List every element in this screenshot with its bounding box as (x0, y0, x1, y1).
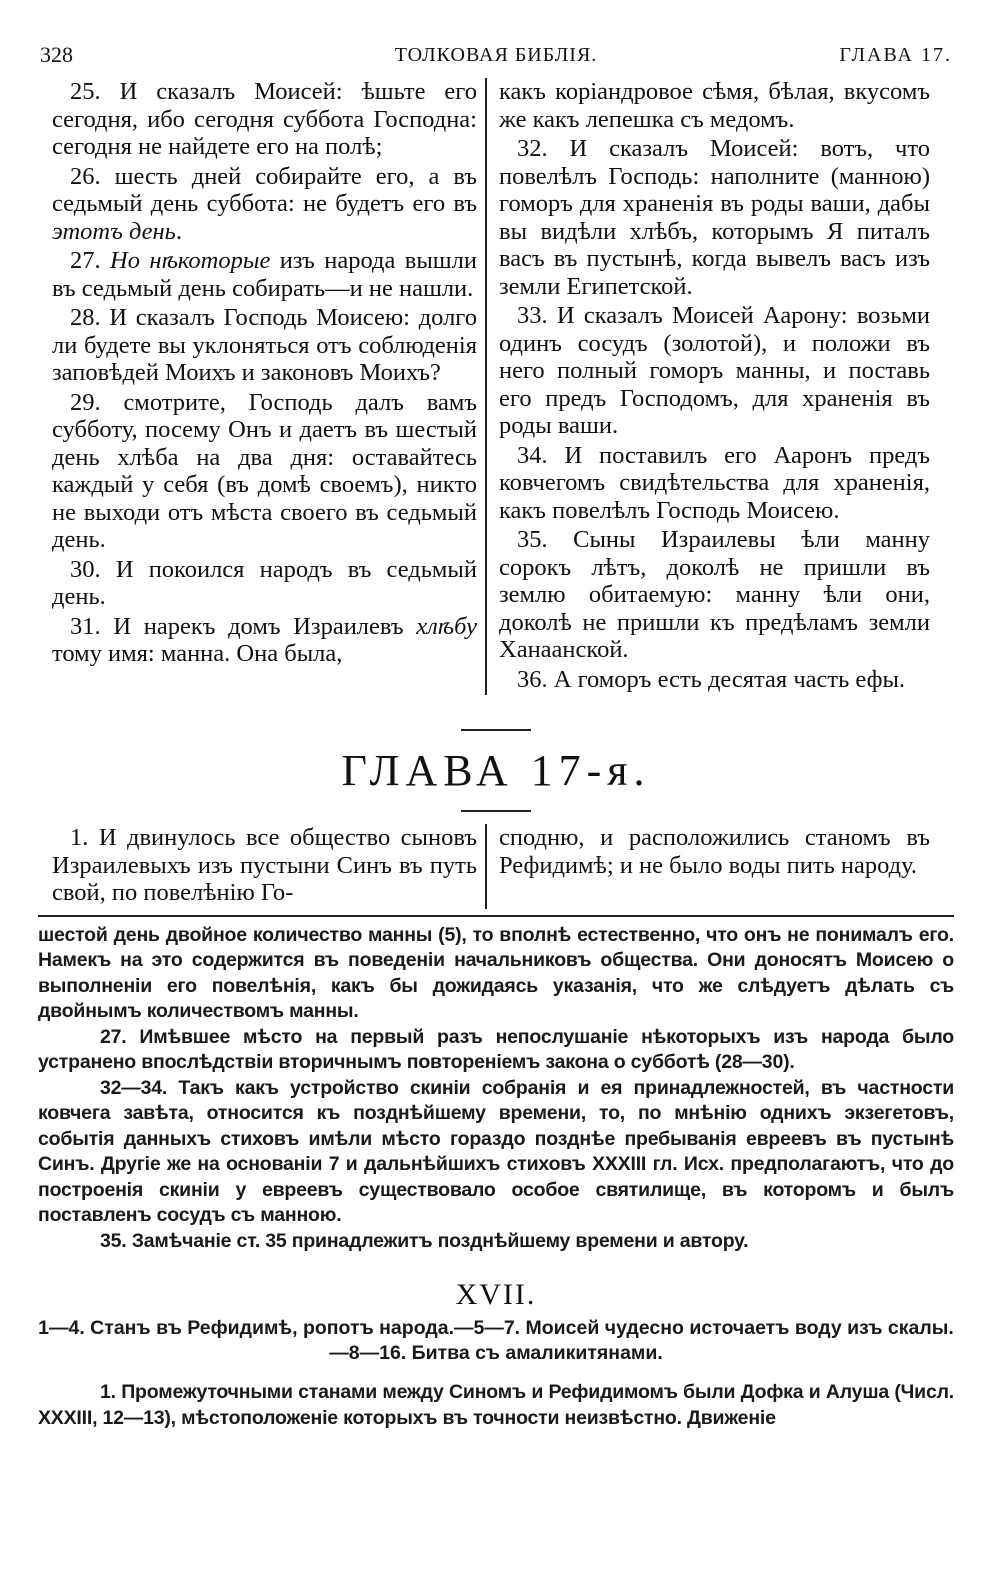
separator-rule (461, 729, 531, 731)
verse-text: И сказалъ Моисей: ѣшьте его сегодня, ибо сегодня суббота Господна: сегодня не найдете его на полѣ; (52, 78, 477, 160)
chapter-reference: ГЛАВА 17. (839, 44, 952, 66)
verse-number: 29. (70, 388, 101, 416)
page-number: 328 (40, 42, 73, 67)
scripture-columns-chapter17 (38, 824, 954, 909)
verse-number: 31. (70, 612, 101, 640)
verse-text: И сказалъ Моисей Аарону: возьми одинъ сосудъ (золотой), и положи въ него полный гоморъ манны, и поставь его предъ Господомъ, для храненія въ роды ваши. (499, 302, 930, 439)
verse (52, 824, 477, 907)
verse-reference: 32—34. (100, 1076, 168, 1099)
left-column (38, 78, 485, 695)
verse-number: 30. (70, 555, 101, 583)
scripture-columns-top (38, 78, 954, 695)
commentary-text: шестой день двойное количество манны (5), то вполнѣ естественно, что онъ не понималъ его. Намекъ на это содержится въ поведеніи начальниковъ общества. Они доносятъ Моисею о выполненіи его повелѣнія, какъ бы дожидаясь указанія, что же слѣдуетъ дѣлать съ двойнымъ количествомъ манны. (38, 923, 954, 1022)
commentary-paragraph (38, 1229, 954, 1255)
verse-text: И поставилъ его Ааронъ предъ ковчегомъ свидѣтельства для храненія, какъ повелѣлъ Господь Моисею. (499, 441, 930, 524)
verse-text-end: . (175, 217, 182, 245)
verse-text: И нарекъ домъ Израилевъ (113, 612, 417, 640)
italic-text: хлѣбу (416, 612, 478, 640)
verse-number: 34. (517, 441, 548, 469)
verse-number: 26. (70, 162, 101, 190)
page-header (38, 38, 954, 78)
right-column (487, 824, 934, 909)
verse-number: 27. (70, 247, 101, 274)
verse-text-end: тому имя: манна. Она была, (52, 640, 343, 667)
commentary-paragraph (38, 1076, 954, 1229)
verse (52, 613, 477, 668)
verse-text: И сказалъ Господь Моисею: долго ли будете вы уклоняться отъ соблюденія заповѣдей Моихъ и законовъ Моихъ? (52, 304, 478, 386)
commentary-text: Замѣчаніе ст. 35 принадлежитъ позднѣйшему времени и автору. (131, 1229, 749, 1252)
commentary-paragraph (38, 1025, 954, 1076)
verse-number: 36. (517, 665, 548, 693)
verse-text: А гоморъ есть десятая часть ефы. (553, 665, 906, 693)
commentary-rule (38, 915, 954, 917)
verse-text: Сыны Израилевы ѣли манну сорокъ лѣтъ, доколѣ не пришли въ землю обитаемую: манну ѣли они, доколѣ не пришли къ предѣламъ земли Ханаанской. (499, 526, 930, 663)
verse-text: какъ коріандровое сѣмя, бѣлая, вкусомъ же какъ лепешка съ медомъ. (499, 78, 930, 133)
verse-text: шесть дней собирайте его, а въ седьмый день суббота: не будетъ его въ (52, 162, 477, 217)
verse-number: 28. (70, 304, 101, 331)
verse-text: И сказалъ Моисей: вотъ, что повелѣлъ Господь: наполните (манною) гоморъ для храненія въ роды ваши, дабы вы видѣли хлѣбъ, которымъ Я питалъ васъ въ пустынѣ, когда вывелъ васъ изъ земли Египетской. (499, 135, 930, 300)
italic-text: этотъ день (52, 217, 176, 245)
separator-rule (461, 810, 531, 812)
commentary-text: Промежуточными станами между Синомъ и Рефидимомъ были Дофка и Алуша (Числ. XXXIII, 12—13), мѣстоположеніе которыхъ въ точности неизвѣстно. Движеніе (38, 1381, 954, 1429)
commentary-paragraph (38, 923, 954, 1025)
verse (52, 247, 477, 302)
verse (499, 302, 930, 440)
verse (52, 304, 477, 387)
verse-number: 35. (517, 526, 548, 553)
section-summary: 1—4. Станъ въ Рефидимѣ, ропотъ народа.—5—7. Моисей чудесно источаетъ воду изъ скалы.—8—16. Битва съ амаликитянами. (38, 1317, 954, 1364)
verse-text: смотрите, Господь далъ вамъ субботу, посему Онъ и даетъ въ шестый день хлѣба на два дня: оставайтесь каждый у себя (въ домѣ своемъ), никто не выходи отъ мѣста своего въ седьмый день. (52, 388, 477, 553)
verse-reference: 1. (100, 1381, 116, 1403)
left-column (38, 824, 485, 909)
verse (499, 526, 930, 664)
page (38, 38, 954, 1431)
verse (499, 135, 930, 300)
commentary-text: Такъ какъ устройство скиніи собранія и ея принадлежностей, въ частности ковчега завѣта, относится къ позднѣйшему времени, то, по мнѣнію однихъ экзегетовъ, событія данныхъ стиховъ имѣли мѣсто гораздо позднѣе пребыванія евреевъ въ пустынѣ Синъ. Другіе же на основаніи 7 и дальнѣйшихъ стиховъ XXXIII гл. Исх. предполагаютъ, что до построенія скиніи у евреевъ существовало особое святилище, въ которомъ и былъ поставленъ сосудъ съ манною. (38, 1076, 955, 1226)
right-column (487, 78, 934, 695)
commentary-block (38, 923, 954, 1255)
running-title: ТОЛКОВАЯ БИБЛІЯ. (394, 44, 598, 66)
verse-continuation: сподню, и расположились станомъ въ Рефидимѣ; и не было воды пить народу. (499, 824, 930, 879)
verse (499, 78, 930, 133)
verse-text: изъ народа вышли въ седьмый день собирать—и не нашли. (52, 247, 477, 302)
verse-number: 25. (70, 78, 101, 105)
verse-reference: 27. (100, 1025, 127, 1048)
verse (52, 78, 477, 161)
verse (499, 442, 930, 525)
chapter-heading: ГЛАВА 17-я. (341, 746, 651, 795)
verse-text: И покоился народъ въ седьмый день. (52, 555, 477, 610)
italic-text: Но нѣкоторые (110, 247, 271, 274)
commentary-text: Имѣвшее мѣсто на первый разъ непослушаніе нѣкоторыхъ изъ народа было устранено впослѣдствіи вторичнымъ повтореніемъ закона о субботѣ (28—30). (38, 1025, 954, 1073)
verse-text: И двинулось все общество сыновъ Израилевыхъ изъ пустыни Синъ въ путь свой, по повелѣнію Го- (52, 824, 477, 906)
verse (52, 163, 477, 246)
commentary-paragraph (38, 1380, 954, 1431)
verse-number: 33. (517, 302, 548, 329)
verse-number: 32. (517, 135, 548, 162)
section-numeral: XVII. (455, 1278, 537, 1311)
verse (52, 556, 477, 611)
verse (499, 666, 930, 694)
verse-number: 1. (70, 824, 89, 851)
verse-reference: 35. (100, 1229, 127, 1252)
verse (52, 389, 477, 554)
